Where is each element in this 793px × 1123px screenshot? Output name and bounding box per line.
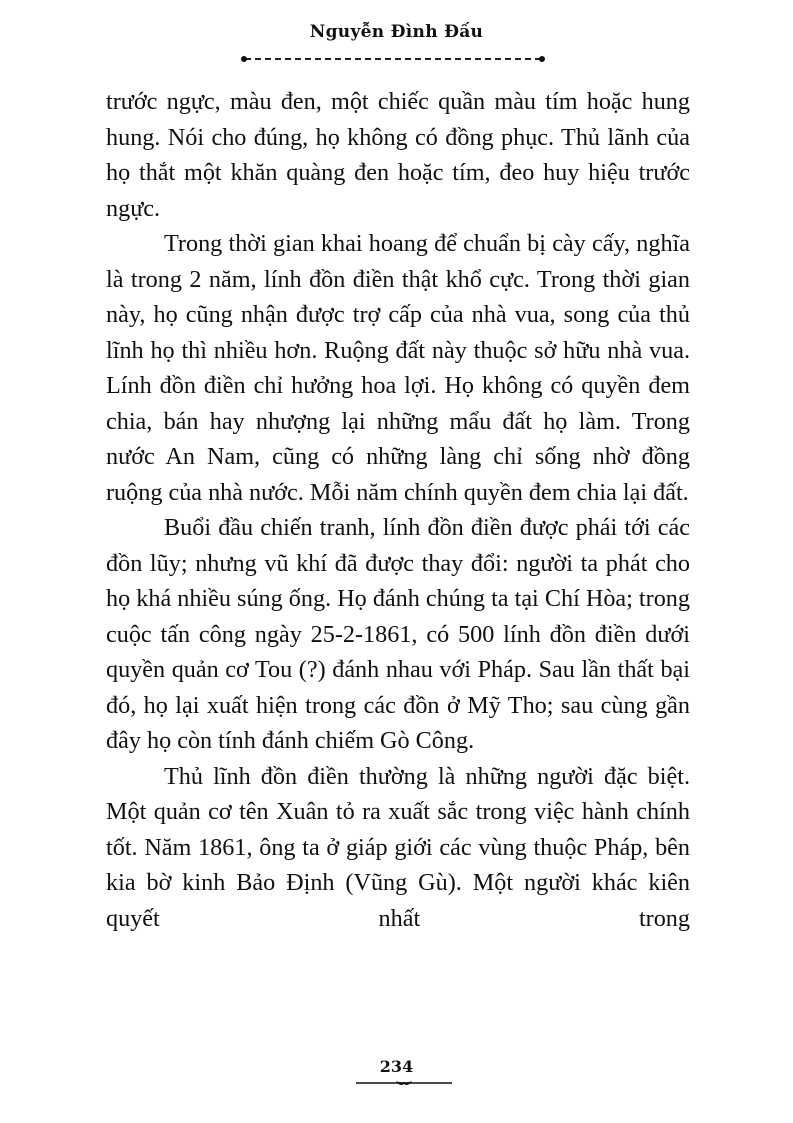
paragraph: Trong thời gian khai hoang để chuẩn bị cày cấy, nghĩa là trong 2 năm, lính đồn điền thật khổ cực. Trong thời gian này, họ cũng nhận được trợ cấp của nhà vua, song của thủ lĩnh họ thì nhiều hơn. Ruộng đất này thuộc sở hữu nhà vua. Lính đồn điền chỉ hưởng hoa lợi. Họ không có quyền đem chia, bán hay nhượng lại những mẩu đất họ làm. Trong nước An Nam, cũng có những làng chỉ sống nhờ đồng ruộng của nhà nước. Mỗi năm chính quyền đem chia lại đất. xyxy=(106,230,690,506)
page-number: 234 xyxy=(379,1057,414,1076)
header-dashed-rule xyxy=(245,58,541,60)
body-text xyxy=(106,84,690,936)
rule-end-dot xyxy=(241,56,247,62)
paragraph: Buổi đầu chiến tranh, lính đồn điền được phái tới các đồn lũy; nhưng vũ khí đã được thay đổi: người ta phát cho họ khá nhiều súng ống. Họ đánh chúng ta tại Chí Hòa; trong cuộc tấn công ngày 25-2-1861, có 500 lính đồn điền dưới quyền quản cơ Tou (?) đánh nhau với Pháp. Sau lần thất bại đó, họ lại xuất hiện trong các đồn ở Mỹ Tho; sau cùng gần đây họ còn tính đánh chiếm Gò Công. xyxy=(106,514,690,754)
rule-end-dot xyxy=(539,56,545,62)
paragraph: Thủ lĩnh đồn điền thường là những người đặc biệt. Một quản cơ tên Xuân tỏ ra xuất sắc trong việc hành chính tốt. Năm 1861, ông ta ở giáp giới các vùng thuộc Pháp, bên kia bờ kinh Bảo Định (Vũng Gù). Một người khác kiên quyết nhất trong xyxy=(106,762,690,932)
running-header-author: Nguyễn Đình Đấu xyxy=(309,22,484,42)
folio-ornament xyxy=(356,1080,452,1088)
paragraph: trước ngực, màu đen, một chiếc quần màu tím hoặc hung hung. Nói cho đúng, họ không có đồng phục. Thủ lãnh của họ thắt một khăn quàng đen hoặc tím, đeo huy hiệu trước ngực. xyxy=(106,88,690,222)
ornament-flourish xyxy=(396,1081,412,1085)
